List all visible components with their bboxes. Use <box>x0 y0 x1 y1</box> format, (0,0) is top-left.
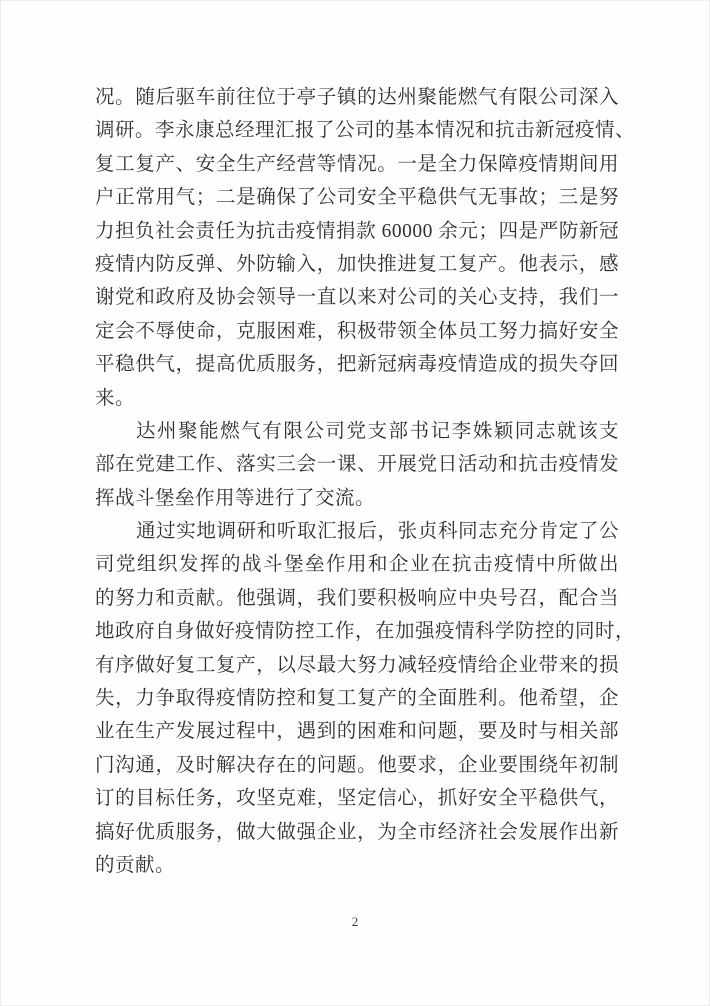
text-line: 司党组织发挥的战斗堡垒作用和企业在抗击疫情中所做出 <box>95 554 619 576</box>
text-line: 地政府自身做好疫情防控工作，在加强疫情科学防控的同时， <box>95 621 636 643</box>
text-line: 部在党建工作、落实三会一课、开展党日活动和抗击疫情发 <box>95 454 619 476</box>
text-line: 的努力和贡献。他强调，我们要积极响应中央号召，配合当 <box>95 587 619 609</box>
text-line: 搞好优质服务，做大做强企业，为全市经济社会发展作出新 <box>95 821 619 843</box>
text-line: 疫情内防反弹、外防输入，加快推进复工复产。他表示，感 <box>95 253 619 275</box>
text-line: 户正常用气；二是确保了公司安全平稳供气无事故；三是努 <box>95 187 619 209</box>
text-line: 调研。李永康总经理汇报了公司的基本情况和抗击新冠疫情、 <box>95 120 636 142</box>
text-line: 定会不辱使命，克服困难，积极带领全体员工努力搞好安全 <box>95 320 619 342</box>
text-line: 的贡献。 <box>95 854 176 876</box>
text-line: 谢党和政府及协会领导一直以来对公司的关心支持，我们一 <box>95 287 619 309</box>
text-line: 订的目标任务，攻坚克难，坚定信心，抓好安全平稳供气， <box>95 788 619 810</box>
text-line: 失，力争取得疫情防控和复工复产的全面胜利。他希望，企 <box>95 688 619 710</box>
text-line: 通过实地调研和听取汇报后，张贞科同志充分肯定了公 <box>136 521 619 543</box>
text-line: 达州聚能燃气有限公司党支部书记李姝颖同志就该支 <box>136 420 619 442</box>
text-line: 平稳供气，提高优质服务，把新冠病毒疫情造成的损失夺回 <box>95 354 619 376</box>
text-block <box>95 81 636 882</box>
text-line: 力担负社会责任为抗击疫情捐款 60000 余元；四是严防新冠 <box>95 220 619 242</box>
text-line: 有序做好复工复产，以尽最大努力减轻疫情给企业带来的损 <box>95 654 619 676</box>
text-line: 挥战斗堡垒作用等进行了交流。 <box>95 487 376 509</box>
text-line: 复工复产、安全生产经营等情况。一是全力保障疫情期间用 <box>95 153 619 175</box>
text-line: 来。 <box>95 387 136 409</box>
text-line: 况。随后驱车前往位于亭子镇的达州聚能燃气有限公司深入 <box>95 87 619 108</box>
page-number: 2 <box>351 914 359 929</box>
text-line: 业在生产发展过程中，遇到的困难和问题，要及时与相关部 <box>95 721 619 743</box>
text-line: 门沟通，及时解决存在的问题。他要求，企业要围绕年初制 <box>95 754 619 776</box>
